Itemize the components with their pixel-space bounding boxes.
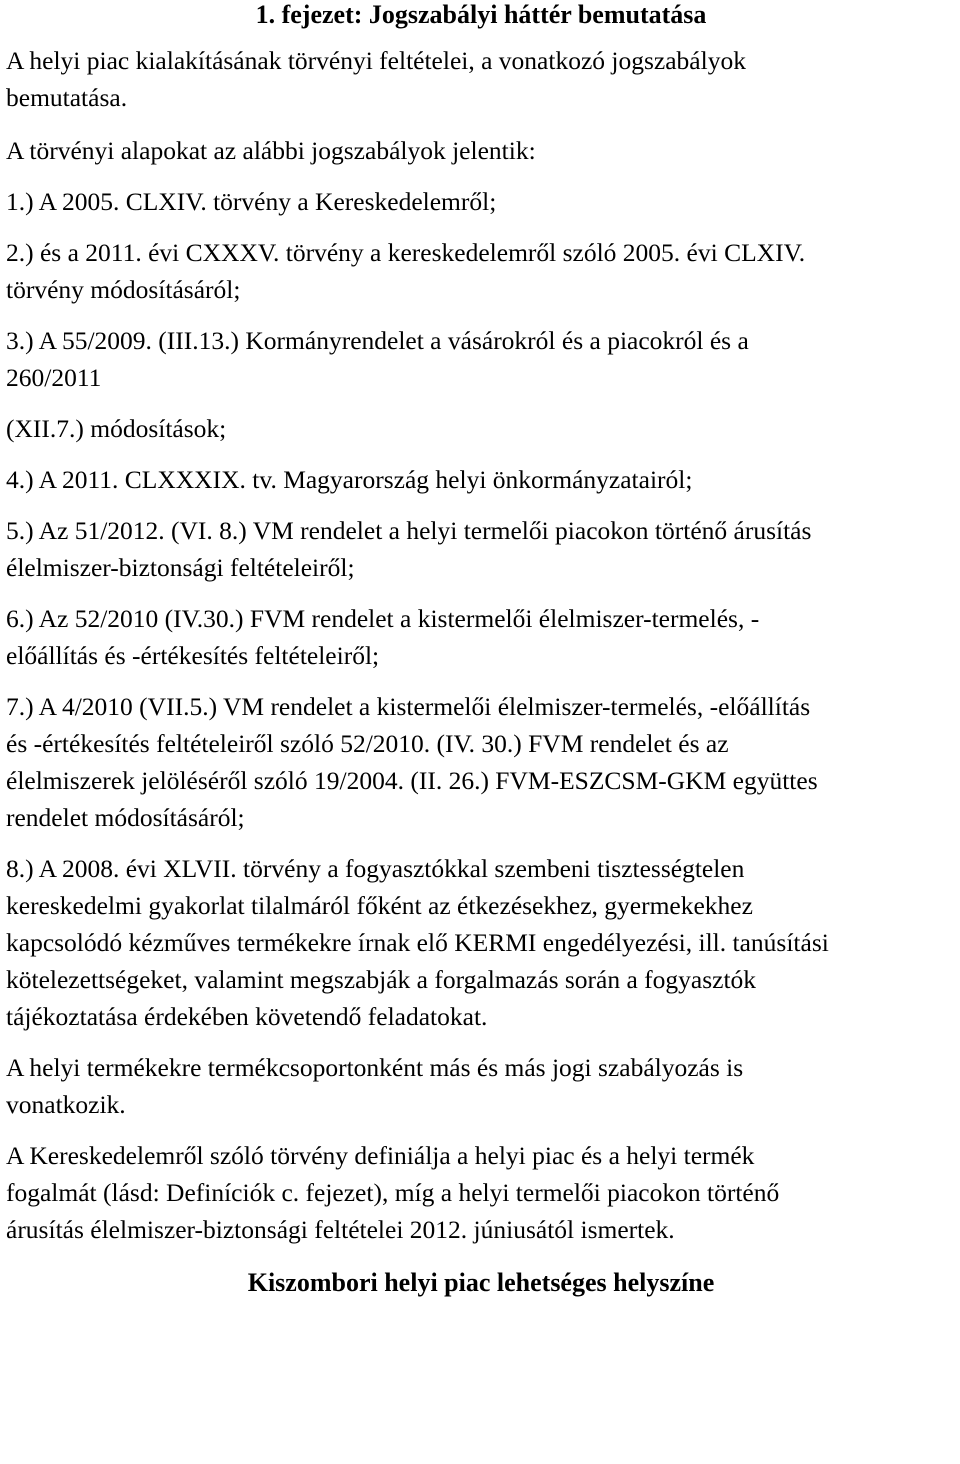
list-item-4: 4.) A 2011. CLXXXIX. tv. Magyarország helyi önkormányzatairól; [6,465,693,494]
paragraph-3-line-3: árusítás élelmiszer-biztonsági feltételei 2012. júniusától ismertek. [6,1215,675,1244]
list-item-7-line-2: és -értékesítés feltételeiről szóló 52/2010. (IV. 30.) FVM rendelet és az [6,729,729,758]
list-item-8-line-5: tájékoztatása érdekében követendő feladatokat. [6,1002,488,1031]
intro-line-2: bemutatása. [6,83,128,112]
paragraph-3-line-1: A Kereskedelemről szóló törvény definiálja a helyi piac és a helyi termék [6,1141,755,1170]
list-item-7-line-3: élelmiszerek jelöléséről szóló 19/2004. (II. 26.) FVM-ESZCSM-GKM együttes [6,766,818,795]
paragraph-2-line-2: vonatkozik. [6,1090,126,1119]
list-item-2-line-2: törvény módosításáról; [6,275,241,304]
chapter-heading: 1. fejezet: Jogszabályi háttér bemutatása [255,0,707,29]
document-page [6,0,956,1298]
list-item-6-line-1: 6.) Az 52/2010 (IV.30.) FVM rendelet a kistermelői élelmiszer-termelés, - [6,604,760,633]
list-item-6-line-2: előállítás és -értékesítés feltételeiről; [6,641,380,670]
list-item-3-line-1: 3.) A 55/2009. (III.13.) Kormányrendelet a vásárokról és a piacokról és a [6,326,749,355]
list-item-7-line-1: 7.) A 4/2010 (VII.5.) VM rendelet a kistermelői élelmiszer-termelés, -előállítás [6,692,811,721]
intro-line-1: A helyi piac kialakításának törvényi feltételei, a vonatkozó jogszabályok [6,46,746,75]
paragraph-3-line-2: fogalmát (lásd: Definíciók c. fejezet), míg a helyi termelői piacokon történő [6,1178,780,1207]
list-item-8-line-4: kötelezettségeket, valamint megszabják a forgalmazás során a fogyasztók [6,965,757,994]
list-item-8-line-2: kereskedelmi gyakorlat tilalmáról főként az étkezésekhez, gyermekekhez [6,891,753,920]
list-item-5-line-2: élelmiszer-biztonsági feltételeiről; [6,553,355,582]
lead-text: A törvényi alapokat az alábbi jogszabályok jelentik: [6,136,536,165]
list-item-5-line-1: 5.) Az 51/2012. (VI. 8.) VM rendelet a helyi termelői piacokon történő árusítás [6,516,812,545]
list-item-8-line-1: 8.) A 2008. évi XLVII. törvény a fogyasztókkal szembeni tisztességtelen [6,854,745,883]
list-item-3-line-3: (XII.7.) módosítások; [6,414,227,443]
section-title: Kiszombori helyi piac lehetséges helyszíne [247,1268,715,1297]
paragraph-2-line-1: A helyi termékekre termékcsoportonként más és más jogi szabályozás is [6,1053,744,1082]
list-item-7-line-4: rendelet módosításáról; [6,803,245,832]
list-item-3-line-2: 260/2011 [6,363,102,392]
list-item-8-line-3: kapcsolódó kézműves termékekre írnak elő KERMI engedélyezési, ill. tanúsítási [6,928,829,957]
list-item-2-line-1: 2.) és a 2011. évi CXXXV. törvény a kereskedelemről szóló 2005. évi CLXIV. [6,238,806,267]
list-item-1: 1.) A 2005. CLXIV. törvény a Kereskedelemről; [6,187,497,216]
